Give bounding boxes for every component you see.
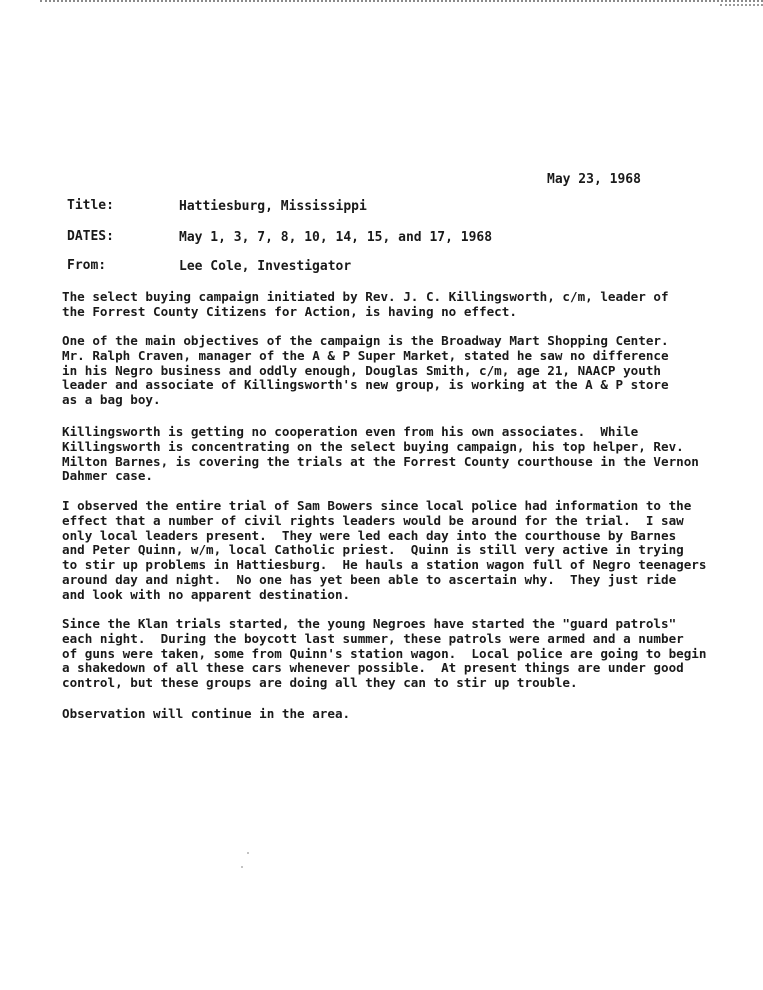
dates-value: May 1, 3, 7, 8, 10, 14, 15, and 17, 1968	[179, 230, 493, 245]
memo-date: May 23, 1968	[547, 172, 641, 187]
dates-label: DATES:	[67, 229, 114, 244]
paragraph-line: Killingsworth is concentrating on the select buying campaign, his top helper, Rev.	[62, 438, 684, 454]
paragraph-closing	[62, 707, 722, 722]
paragraph-line: Milton Barnes, is covering the trials at the Forrest County courthouse in the Vernon	[62, 453, 699, 469]
paragraph-line: only local leaders present. They were led each day into the courthouse by Barnes	[62, 527, 677, 543]
paragraph-trial-observation	[62, 499, 722, 603]
paragraph-guard-patrols	[62, 617, 722, 691]
paragraph-shopping-center	[62, 334, 722, 408]
paragraph-line: in his Negro business and oddly enough, Douglas Smith, c/m, age 21, NAACP youth	[62, 362, 661, 378]
paragraph-line: of guns were taken, some from Quinn's station wagon. Local police are going to begin	[62, 645, 707, 661]
paragraph-line: to stir up problems in Hattiesburg. He hauls a station wagon full of Negro teenagers	[62, 557, 707, 573]
paragraph-campaign-summary	[62, 290, 722, 320]
paragraph-line: a shakedown of all these cars whenever possible. At present things are under good	[62, 660, 684, 676]
page-top-edge-right	[720, 4, 763, 6]
scan-speck	[241, 866, 243, 868]
paragraph-line: Killingsworth is getting no cooperation even from his own associates. While	[62, 424, 639, 439]
paragraph-line: the Forrest County Citizens for Action, is having no effect.	[62, 303, 517, 319]
paragraph-line: as a bag boy.	[62, 392, 161, 408]
paragraph-cooperation	[62, 425, 722, 484]
title-label: Title:	[67, 198, 114, 213]
paragraph-line: effect that a number of civil rights leaders would be around for the trial. I saw	[62, 512, 684, 528]
paragraph-line: Dahmer case.	[62, 468, 153, 484]
paragraph-line: and look with no apparent destination.	[62, 586, 351, 602]
from-value: Lee Cole, Investigator	[179, 259, 352, 274]
paragraph-line: around day and night. No one has yet been able to ascertain why. They just ride	[62, 571, 677, 587]
paragraph-line: One of the main objectives of the campaign is the Broadway Mart Shopping Center.	[62, 333, 669, 348]
page-top-edge	[40, 0, 763, 2]
scan-speck	[247, 852, 249, 854]
paragraph-line: I observed the entire trial of Sam Bowers since local police had information to the	[62, 498, 692, 513]
from-label: From:	[67, 258, 107, 273]
paragraph-line: control, but these groups are doing all they can to stir up trouble.	[62, 675, 578, 691]
paragraph-line: Since the Klan trials started, the young Negroes have started the "guard patrols"	[62, 616, 677, 631]
paragraph-line: Observation will continue in the area.	[62, 706, 351, 721]
title-value: Hattiesburg, Mississippi	[179, 199, 367, 214]
paragraph-line: and Peter Quinn, w/m, local Catholic priest. Quinn is still very active in trying	[62, 542, 684, 558]
paragraph-line: each night. During the boycott last summer, these patrols were armed and a number	[62, 630, 684, 646]
paragraph-line: The select buying campaign initiated by Rev. J. C. Killingsworth, c/m, leader of	[62, 289, 669, 304]
paragraph-line: Mr. Ralph Craven, manager of the A & P Super Market, stated he saw no difference	[62, 347, 669, 363]
paragraph-line: leader and associate of Killingsworth's new group, is working at the A & P store	[62, 377, 669, 393]
